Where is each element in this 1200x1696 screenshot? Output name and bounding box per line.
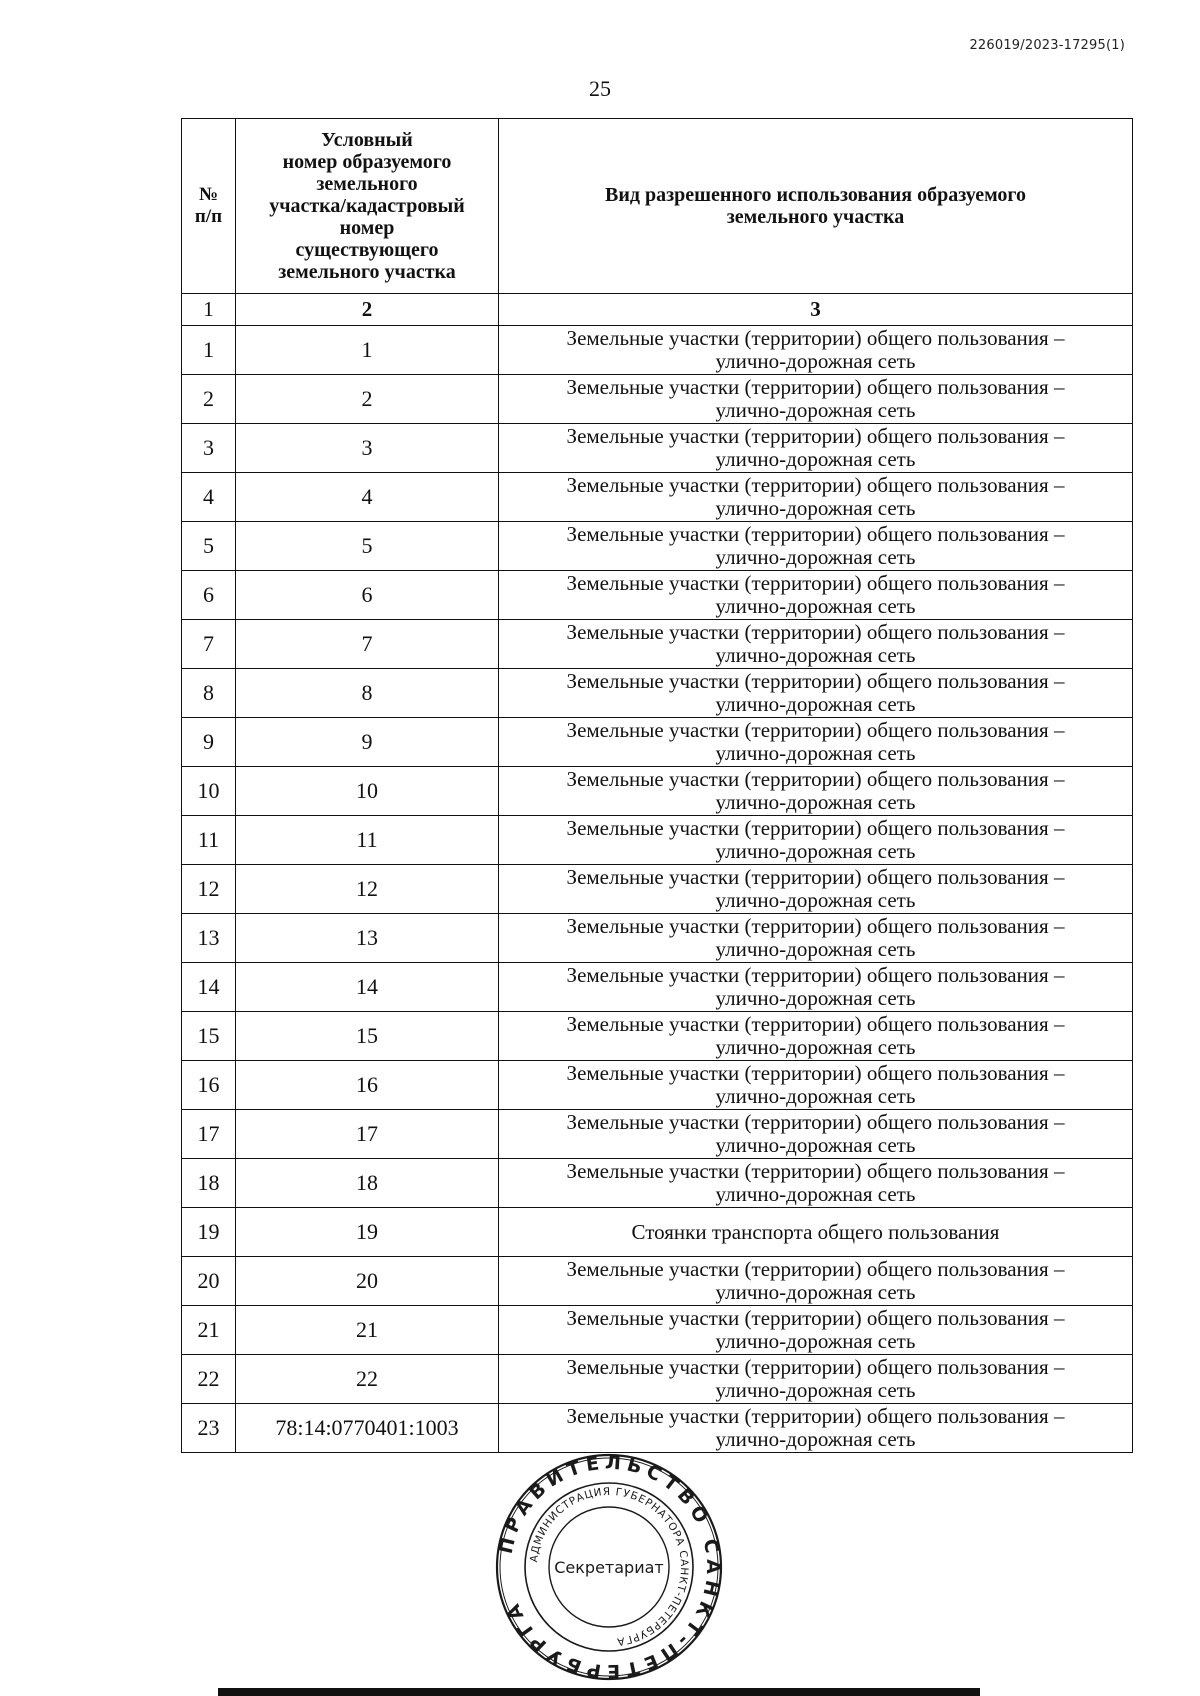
permitted-use-line: улично-дорожная сеть (715, 741, 916, 765)
permitted-use-line: улично-дорожная сеть (715, 447, 916, 471)
table-row (182, 1061, 1133, 1110)
permitted-use-line: Земельные участки (территории) общего пользования – (566, 963, 1065, 987)
permitted-use-line: Стоянки транспорта общего пользования (631, 1219, 1000, 1244)
permitted-use-line: улично-дорожная сеть (715, 839, 916, 863)
table-row (182, 1208, 1133, 1257)
table-row (182, 816, 1133, 865)
column-index-cell: 3 (499, 294, 1133, 326)
permitted-use-line: Земельные участки (территории) общего пользования – (566, 424, 1065, 448)
permitted-use-line: улично-дорожная сеть (715, 496, 916, 520)
permitted-use-line: улично-дорожная сеть (715, 1280, 916, 1304)
header-plot-number-column: Условный номер образуемого земельного участка/кадастровый номер существующего земельного участка (236, 119, 499, 294)
column-index-cell: 2 (236, 294, 499, 326)
permitted-use-line: Земельные участки (территории) общего пользования – (566, 816, 1065, 840)
permitted-use-cell (499, 1159, 1133, 1208)
seal-center-text: Секретариат (554, 1558, 664, 1577)
plot-number-cell: 15 (236, 1012, 499, 1061)
permitted-use-line: Земельные участки (территории) общего пользования – (566, 1404, 1065, 1428)
permitted-use-line: улично-дорожная сеть (715, 888, 916, 912)
row-number-cell: 18 (182, 1159, 236, 1208)
row-number-cell: 19 (182, 1208, 236, 1257)
plot-number-cell: 20 (236, 1257, 499, 1306)
plot-number-cell: 12 (236, 865, 499, 914)
permitted-use-line: Земельные участки (территории) общего пользования – (566, 522, 1065, 546)
row-number-cell: 20 (182, 1257, 236, 1306)
permitted-use-line: Земельные участки (территории) общего пользования – (566, 767, 1065, 791)
permitted-use-cell (499, 620, 1133, 669)
row-number-cell: 9 (182, 718, 236, 767)
table-row (182, 620, 1133, 669)
table-row (182, 963, 1133, 1012)
permitted-use-line: улично-дорожная сеть (715, 937, 916, 961)
plot-number-cell: 16 (236, 1061, 499, 1110)
plot-number-cell: 3 (236, 424, 499, 473)
row-number-cell: 10 (182, 767, 236, 816)
table-row (182, 375, 1133, 424)
row-number-cell: 3 (182, 424, 236, 473)
permitted-use-line: улично-дорожная сеть (715, 790, 916, 814)
permitted-use-cell (499, 473, 1133, 522)
plot-number-cell: 9 (236, 718, 499, 767)
row-number-cell: 17 (182, 1110, 236, 1159)
permitted-use-line: улично-дорожная сеть (715, 1378, 916, 1402)
row-number-cell: 23 (182, 1404, 236, 1453)
column-index-cell: 1 (182, 294, 236, 326)
table-row (182, 718, 1133, 767)
permitted-use-line: улично-дорожная сеть (715, 398, 916, 422)
table-header-row (182, 119, 1133, 294)
table-row (182, 473, 1133, 522)
permitted-use-line: улично-дорожная сеть (715, 1182, 916, 1206)
row-number-cell: 2 (182, 375, 236, 424)
seal-inner-text: АДМИНИСТРАЦИЯ ГУБЕРНАТОРА САНКТ-ПЕТЕРБУРГА (528, 1485, 691, 1648)
plot-number-cell: 8 (236, 669, 499, 718)
permitted-use-line: Земельные участки (территории) общего пользования – (566, 1306, 1065, 1330)
permitted-use-cell (499, 1110, 1133, 1159)
table-row (182, 1012, 1133, 1061)
row-number-cell: 14 (182, 963, 236, 1012)
row-number-cell: 21 (182, 1306, 236, 1355)
permitted-use-line: улично-дорожная сеть (715, 594, 916, 618)
plot-number-cell: 4 (236, 473, 499, 522)
permitted-use-line: Земельные участки (территории) общего пользования – (566, 718, 1065, 742)
header-number-column: № п/п (182, 119, 236, 294)
table-row (182, 1257, 1133, 1306)
row-number-cell: 16 (182, 1061, 236, 1110)
table-row (182, 669, 1133, 718)
plot-number-cell: 22 (236, 1355, 499, 1404)
seal-outer-text: ПРАВИТЕЛЬСТВО САНКТ-ПЕТЕРБУРГА (494, 1452, 724, 1682)
scan-bottom-edge (218, 1688, 980, 1696)
table-row (182, 1110, 1133, 1159)
table-row (182, 767, 1133, 816)
permitted-use-cell (499, 914, 1133, 963)
permitted-use-line: Земельные участки (территории) общего пользования – (566, 620, 1065, 644)
table-row (182, 1159, 1133, 1208)
permitted-use-line: улично-дорожная сеть (715, 986, 916, 1010)
permitted-use-cell (499, 326, 1133, 375)
column-index-row (182, 294, 1133, 326)
row-number-cell: 12 (182, 865, 236, 914)
row-number-cell: 1 (182, 326, 236, 375)
table-row (182, 1306, 1133, 1355)
plot-number-cell: 19 (236, 1208, 499, 1257)
permitted-use-line: улично-дорожная сеть (715, 545, 916, 569)
plot-number-cell: 17 (236, 1110, 499, 1159)
permitted-use-line: Земельные участки (территории) общего пользования – (566, 1159, 1065, 1183)
permitted-use-cell (499, 963, 1133, 1012)
permitted-use-line: Земельные участки (территории) общего пользования – (566, 914, 1065, 938)
permitted-use-line: Земельные участки (территории) общего пользования – (566, 1061, 1065, 1085)
permitted-use-cell (499, 816, 1133, 865)
permitted-use-cell (499, 1257, 1133, 1306)
row-number-cell: 13 (182, 914, 236, 963)
permitted-use-cell (499, 375, 1133, 424)
table-row (182, 1355, 1133, 1404)
permitted-use-line: улично-дорожная сеть (715, 1427, 916, 1451)
plot-number-cell: 7 (236, 620, 499, 669)
permitted-use-line: улично-дорожная сеть (715, 643, 916, 667)
permitted-use-cell (499, 424, 1133, 473)
table-row (182, 865, 1133, 914)
table-row (182, 1404, 1133, 1453)
table-row (182, 424, 1133, 473)
permitted-use-line: улично-дорожная сеть (715, 1084, 916, 1108)
permitted-use-cell (499, 669, 1133, 718)
plot-number-cell: 2 (236, 375, 499, 424)
plot-number-cell: 21 (236, 1306, 499, 1355)
permitted-use-line: Земельные участки (территории) общего пользования – (566, 326, 1065, 350)
permitted-use-line: Земельные участки (территории) общего пользования – (566, 1355, 1065, 1379)
permitted-use-line: Земельные участки (территории) общего пользования – (566, 1110, 1065, 1134)
table-row (182, 914, 1133, 963)
permitted-use-cell (499, 571, 1133, 620)
permitted-use-cell (499, 1355, 1133, 1404)
row-number-cell: 15 (182, 1012, 236, 1061)
permitted-use-cell (499, 1404, 1133, 1453)
permitted-use-line: улично-дорожная сеть (715, 692, 916, 716)
page-number: 25 (589, 76, 611, 101)
permitted-use-line: улично-дорожная сеть (715, 1133, 916, 1157)
plot-number-cell: 13 (236, 914, 499, 963)
row-number-cell: 5 (182, 522, 236, 571)
row-number-cell: 11 (182, 816, 236, 865)
permitted-use-line: Земельные участки (территории) общего пользования – (566, 669, 1065, 693)
permitted-use-line: Земельные участки (территории) общего пользования – (566, 1257, 1065, 1281)
official-seal (494, 1452, 724, 1682)
permitted-use-cell (499, 767, 1133, 816)
plot-number-cell: 14 (236, 963, 499, 1012)
permitted-use-line: улично-дорожная сеть (715, 349, 916, 373)
permitted-use-line: Земельные участки (территории) общего пользования – (566, 473, 1065, 497)
permitted-use-cell (499, 1306, 1133, 1355)
permitted-use-cell (499, 522, 1133, 571)
plot-number-cell: 5 (236, 522, 499, 571)
row-number-cell: 4 (182, 473, 236, 522)
permitted-use-line: Земельные участки (территории) общего пользования – (566, 375, 1065, 399)
row-number-cell: 7 (182, 620, 236, 669)
permitted-use-cell (499, 1061, 1133, 1110)
permitted-use-line: Земельные участки (территории) общего пользования – (566, 571, 1065, 595)
permitted-use-line: улично-дорожная сеть (715, 1035, 916, 1059)
permitted-use-cell (499, 718, 1133, 767)
plot-number-cell: 78:14:0770401:1003 (236, 1404, 499, 1453)
permitted-use-line: улично-дорожная сеть (715, 1329, 916, 1353)
land-plots-table (181, 118, 1133, 1453)
permitted-use-cell (499, 865, 1133, 914)
permitted-use-cell (499, 1208, 1133, 1257)
row-number-cell: 22 (182, 1355, 236, 1404)
plot-number-cell: 11 (236, 816, 499, 865)
row-number-cell: 6 (182, 571, 236, 620)
plot-number-cell: 6 (236, 571, 499, 620)
header-permitted-use-column: Вид разрешенного использования образуемого земельного участка (499, 119, 1133, 294)
permitted-use-line: Земельные участки (территории) общего пользования – (566, 1012, 1065, 1036)
table-row (182, 522, 1133, 571)
plot-number-cell: 18 (236, 1159, 499, 1208)
plot-number-cell: 1 (236, 326, 499, 375)
plot-number-cell: 10 (236, 767, 499, 816)
table-row (182, 571, 1133, 620)
permitted-use-cell (499, 1012, 1133, 1061)
permitted-use-line: Земельные участки (территории) общего пользования – (566, 865, 1065, 889)
document-registration-number: 226019/2023-17295(1) (969, 38, 1125, 53)
row-number-cell: 8 (182, 669, 236, 718)
table-row (182, 326, 1133, 375)
